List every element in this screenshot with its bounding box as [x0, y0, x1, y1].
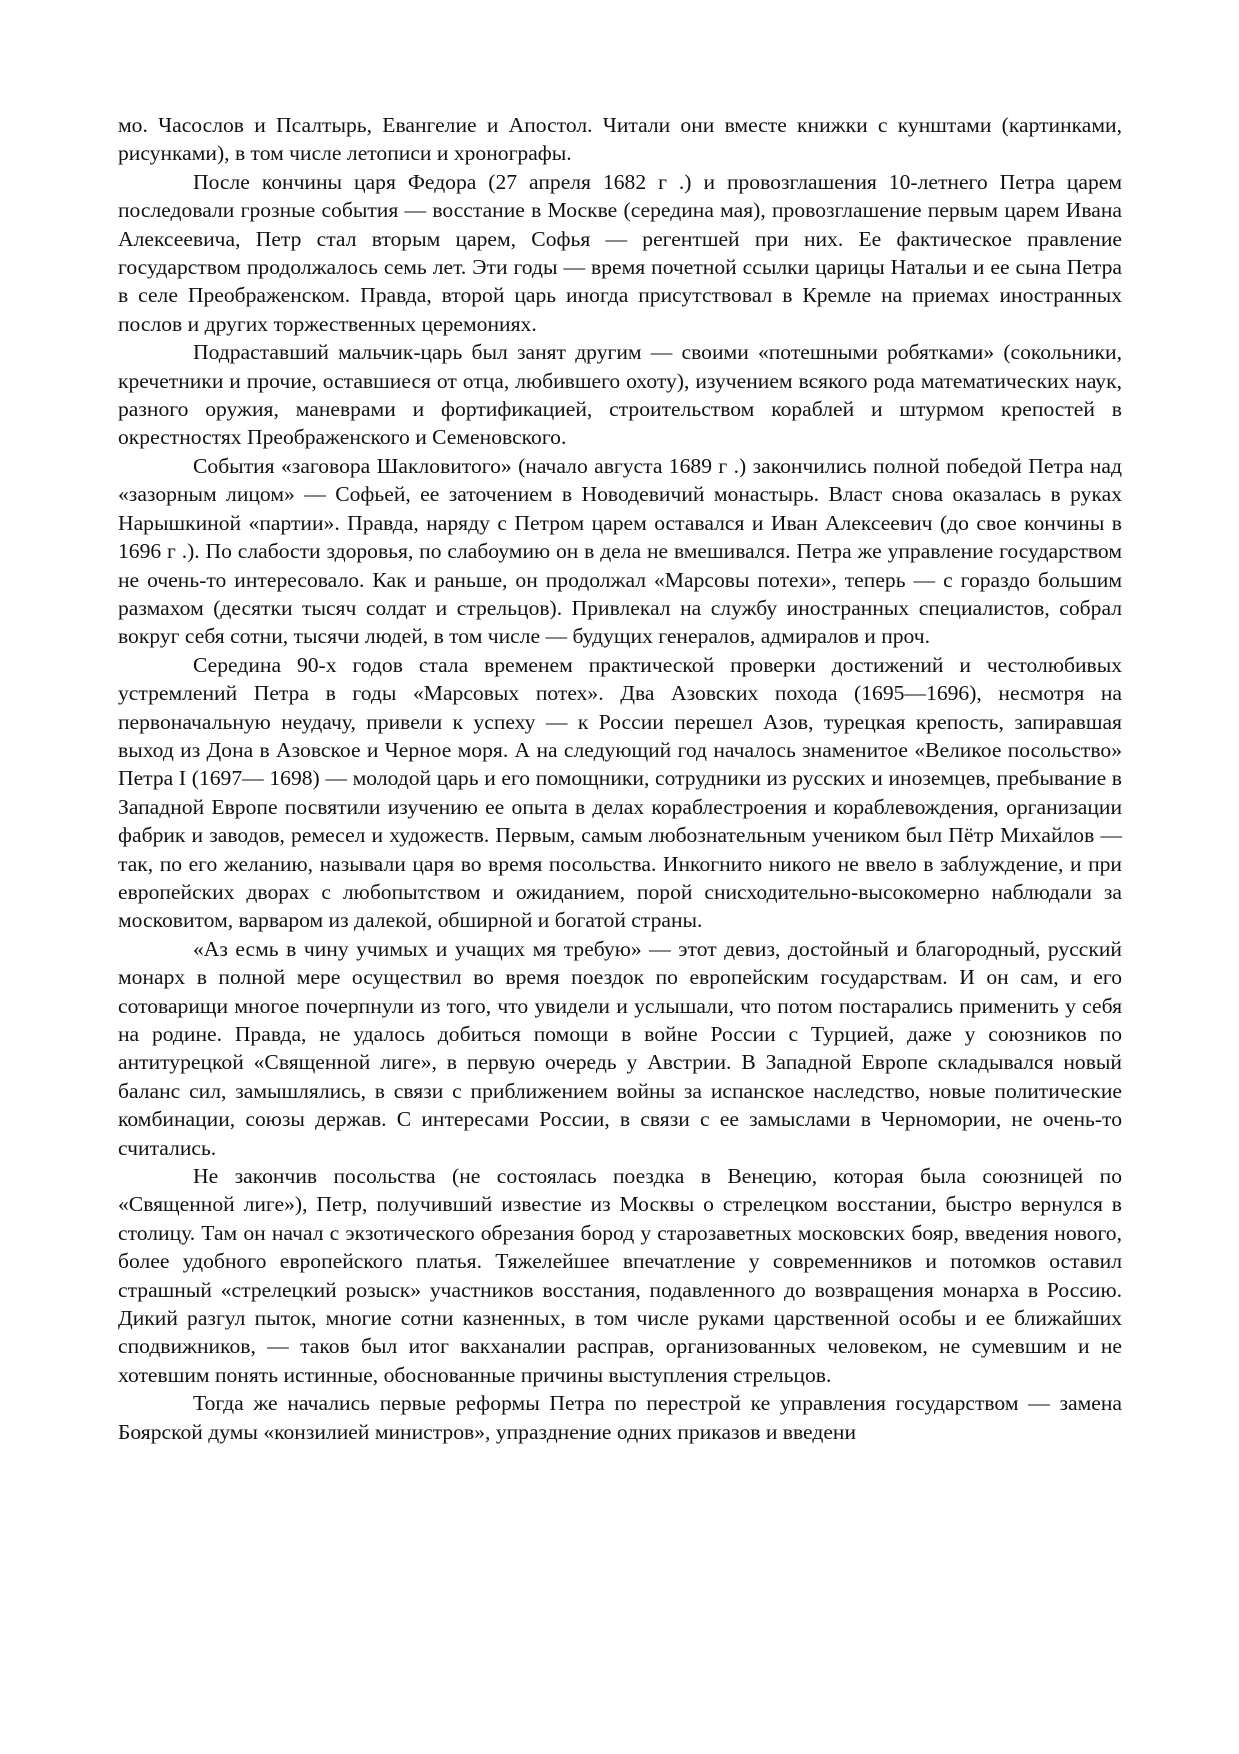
paragraph-8: Тогда же начались первые реформы Петра по перестрой ке управления государством — замена Боярской думы «конзилией министров», упразднение одних приказов и введени — [118, 1391, 1122, 1444]
paragraph-1: мо. Часослов и Псалтырь, Евангелие и Апостол. Читали они вместе книжки с кунштами (картинками, рисунками), в том числе летописи и хронографы. — [118, 113, 1122, 166]
paragraph-6: «Аз есмь в чину учимых и учащих мя требую» — этот девиз, достойный и благородный, русский монарх в полной мере осуществил во время поездок по европейским государствам. И он сам, и его сотоварищи многое почерпнули из того, что увидели и услышали, что потом постарались применить у себя на родине. Правда, не удалось добиться помощи в войне России с Турцией, даже у союзников по антитурецкой «Священной лиге», в первую очередь у Австрии. В Западной Европе складывался новый баланс сил, замышлялись, в связи с приближением войны за испанское наследство, новые политические комбинации, союзы держав. С интересами России, в связи с ее замыслами в Черномории, не очень-то считались. — [118, 936, 1122, 1160]
paragraph-2: После кончины царя Федора (27 апреля 1682 г .) и провозглашения 10-летнего Петра царем последовали грозные события — восстание в Москве (середина мая), провозглашение первым царем Ивана Алексеевича, Петр стал вторым царем, Софья — регентшей при них. Ее фактическое правление государством продолжалось семь лет. Эти годы — время почетной ссылки царицы Натальи и ее сына Петра в селе Преображенском. Правда, второй царь иногда присутствовал в Кремле на приемах иностранных послов и других торжественных церемониях. — [118, 169, 1122, 336]
document-page — [118, 111, 1122, 1446]
paragraph-3: Подраставший мальчик-царь был занят другим — своими «потешными робятками» (сокольники, кречетники и прочие, оставшиеся от отца, любившего охоту), изучением всякого рода математических наук, разного оружия, маневрами и фортификацией, строительством кораблей и штурмом крепостей в окрестностях Преображенского и Семеновского. — [118, 340, 1122, 450]
paragraph-7: Не закончив посольства (не состоялась поездка в Венецию, которая была союзницей по «Священной лиге»), Петр, получивший известие из Москвы о стрелецком восстании, быстро вернулся в столицу. Там он начал с экзотического обрезания бород у старозаветных московских бояр, введения нового, более удобного европейского платья. Тяжелейшее впечатление у современников и потомков оставил страшный «стрелецкий розыск» участников восстания, подавленного до возвращения монарха в Россию. Дикий разгул пыток, многие сотни казненных, в том числе руками царственной особы и ее ближайших сподвижников, — таков был итог вакханалии расправ, организованных человеком, не сумевшим и не хотевшим понять истинные, обоснованные причины выступления стрельцов. — [118, 1164, 1122, 1387]
paragraph-4: События «заговора Шакловитого» (начало августа 1689 г .) закончились полной победой Петра над «зазорным лицом» — Софьей, ее заточением в Новодевичий монастырь. Власт снова оказалась в руках Нарышкиной «партии». Правда, наряду с Петром царем оставался и Иван Алексеевич (до свое кончины в 1696 г .). По слабости здоровья, по слабоумию он в дела не вмешивался. Петра же управление государством не очень-то интересовало. Как и раньше, он продолжал «Марсовы потехи», теперь — с гораздо большим размахом (десятки тысяч солдат и стрельцов). Привлекал на службу иностранных специалистов, собрал вокруг себя сотни, тысячи людей, в том числе — будущих генералов, адмиралов и проч. — [118, 453, 1122, 649]
paragraph-5: Середина 90-х годов стала временем практической проверки достижений и честолюбивых устремлений Петра в годы «Марсовых потех». Два Азовских похода (1695—1696), несмотря на первоначальную неудачу, привели к успеху — к России перешел Азов, турецкая крепость, запиравшая выход из Дона в Азовское и Черное моря. А на следующий год началось знаменитое «Великое посольство» Петра I (1697— 1698) — молодой царь и его помощники, сотрудники из русских и иноземцев, пребывание в Западной Европе посвятили изучению ее опыта в делах кораблестроения и кораблевождения, организации фабрик и заводов, ремесел и художеств. Первым, самым любознательным учеником был Пётр Михайлов — так, по его желанию, называли царя во время посольства. Инкогнито никого не ввело в заблуждение, и при европейских дворах с любопытством и ожиданием, порой снисходительно-высокомерно наблюдали за московитом, варваром из далекой, обширной и богатой страны. — [118, 652, 1122, 933]
